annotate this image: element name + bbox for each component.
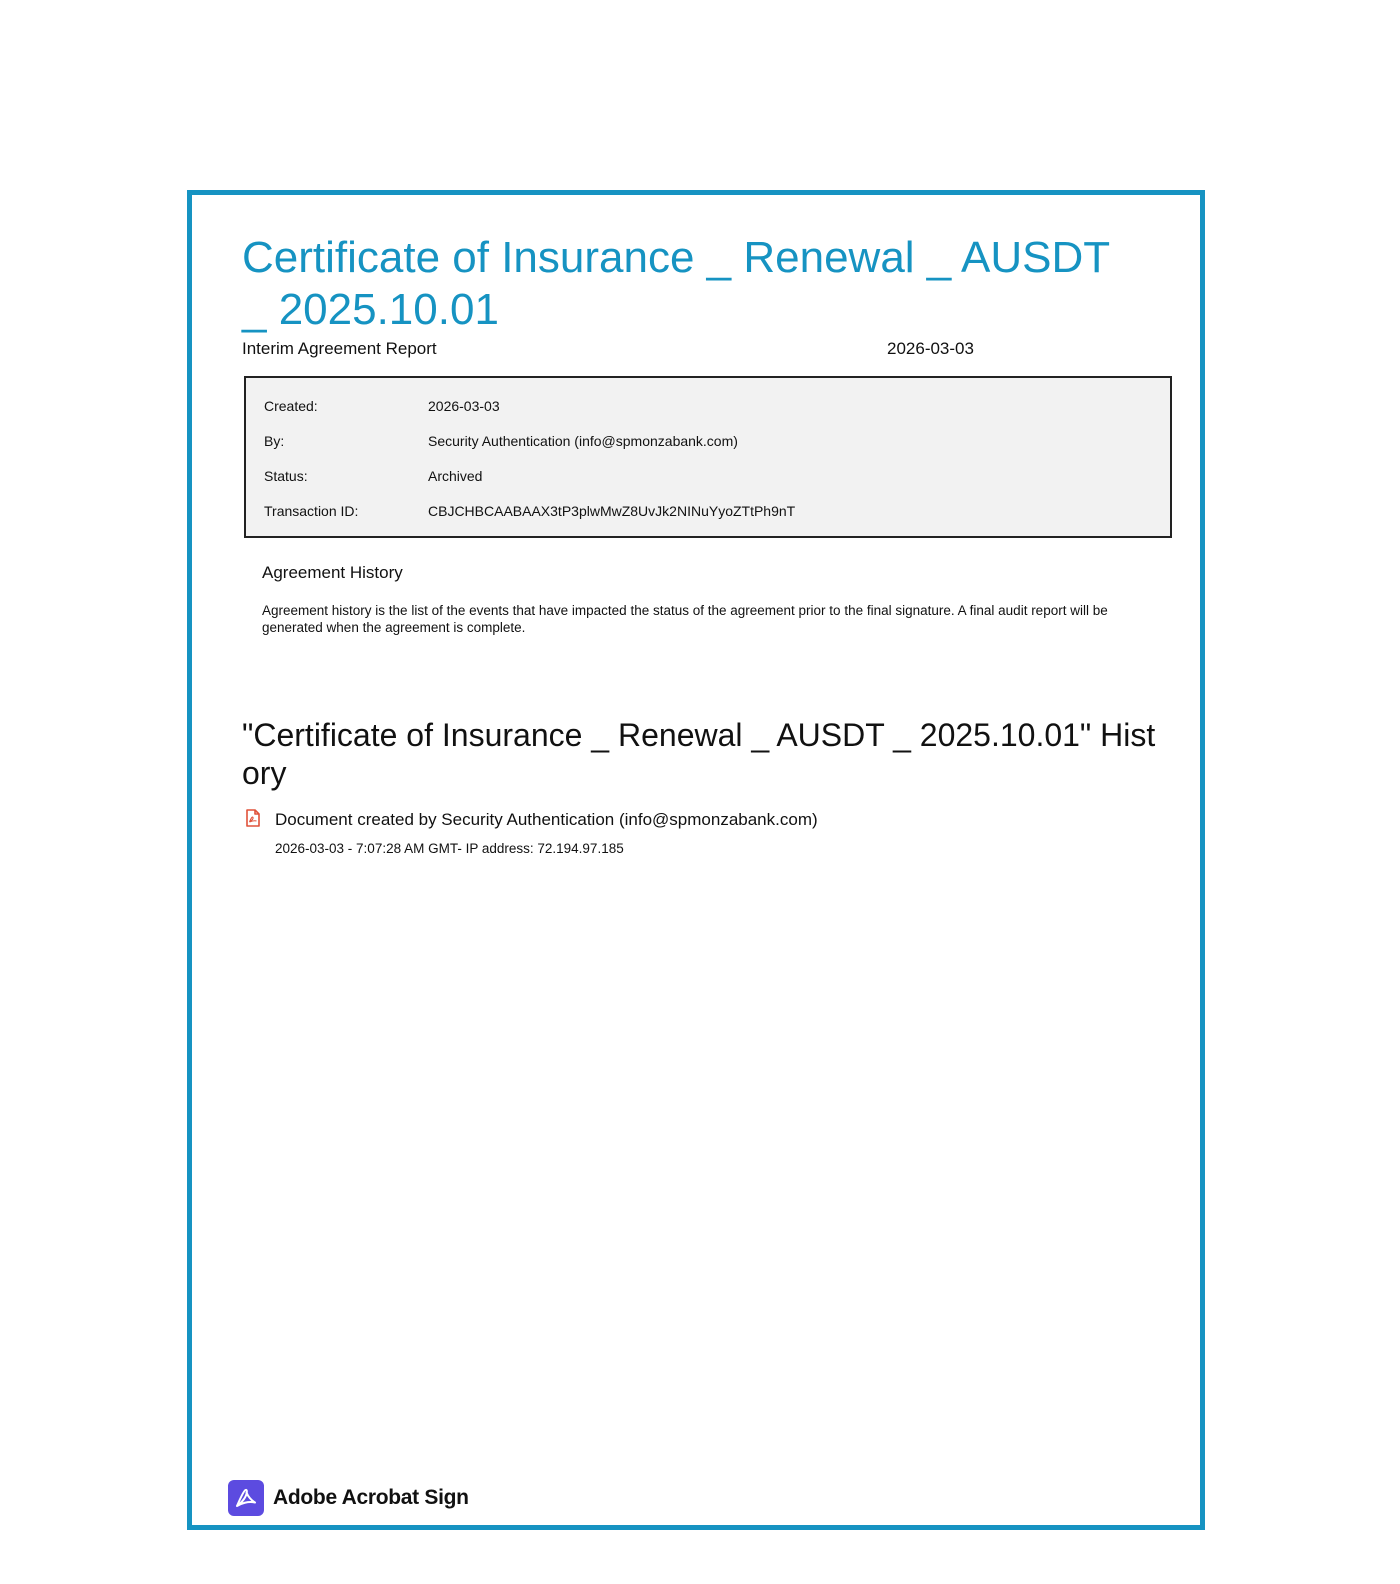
report-date: 2026-03-03 [887, 339, 974, 358]
history-event-meta: 2026-03-03 - 7:07:28 AM GMT- IP address: 72.194.97.185 [275, 841, 624, 856]
detail-label: By: [264, 433, 285, 449]
history-title: "Certificate of Insurance _ Renewal _ AUSDT _ 2025.10.01" History [242, 717, 1156, 791]
detail-label: Created: [264, 398, 318, 414]
agreement-details-box [244, 376, 1172, 538]
detail-label: Status: [264, 468, 308, 484]
document-created-icon [243, 808, 263, 828]
agreement-history-heading: Agreement History [262, 563, 403, 582]
detail-value: Archived [428, 468, 483, 484]
brand-name: Adobe Acrobat Sign [273, 1486, 469, 1509]
agreement-history-description: Agreement history is the list of the events that have impacted the status of the agreement prior to the final signature. A final audit report will be generated when the agreement is complete. [262, 603, 1108, 635]
document-title: Certificate of Insurance _ Renewal _ AUSDT _ 2025.10.01 [242, 233, 1110, 334]
detail-value: 2026-03-03 [428, 398, 500, 414]
history-event-text: Document created by Security Authentication (info@spmonzabank.com) [275, 810, 818, 829]
detail-label: Transaction ID: [264, 503, 359, 519]
detail-value: Security Authentication (info@spmonzabank.com) [428, 433, 738, 449]
acrobat-logo-icon [228, 1480, 264, 1516]
detail-value: CBJCHBCAABAAX3tP3plwMwZ8UvJk2NINuYyoZTtPh9nT [428, 503, 796, 519]
report-type: Interim Agreement Report [242, 339, 437, 358]
